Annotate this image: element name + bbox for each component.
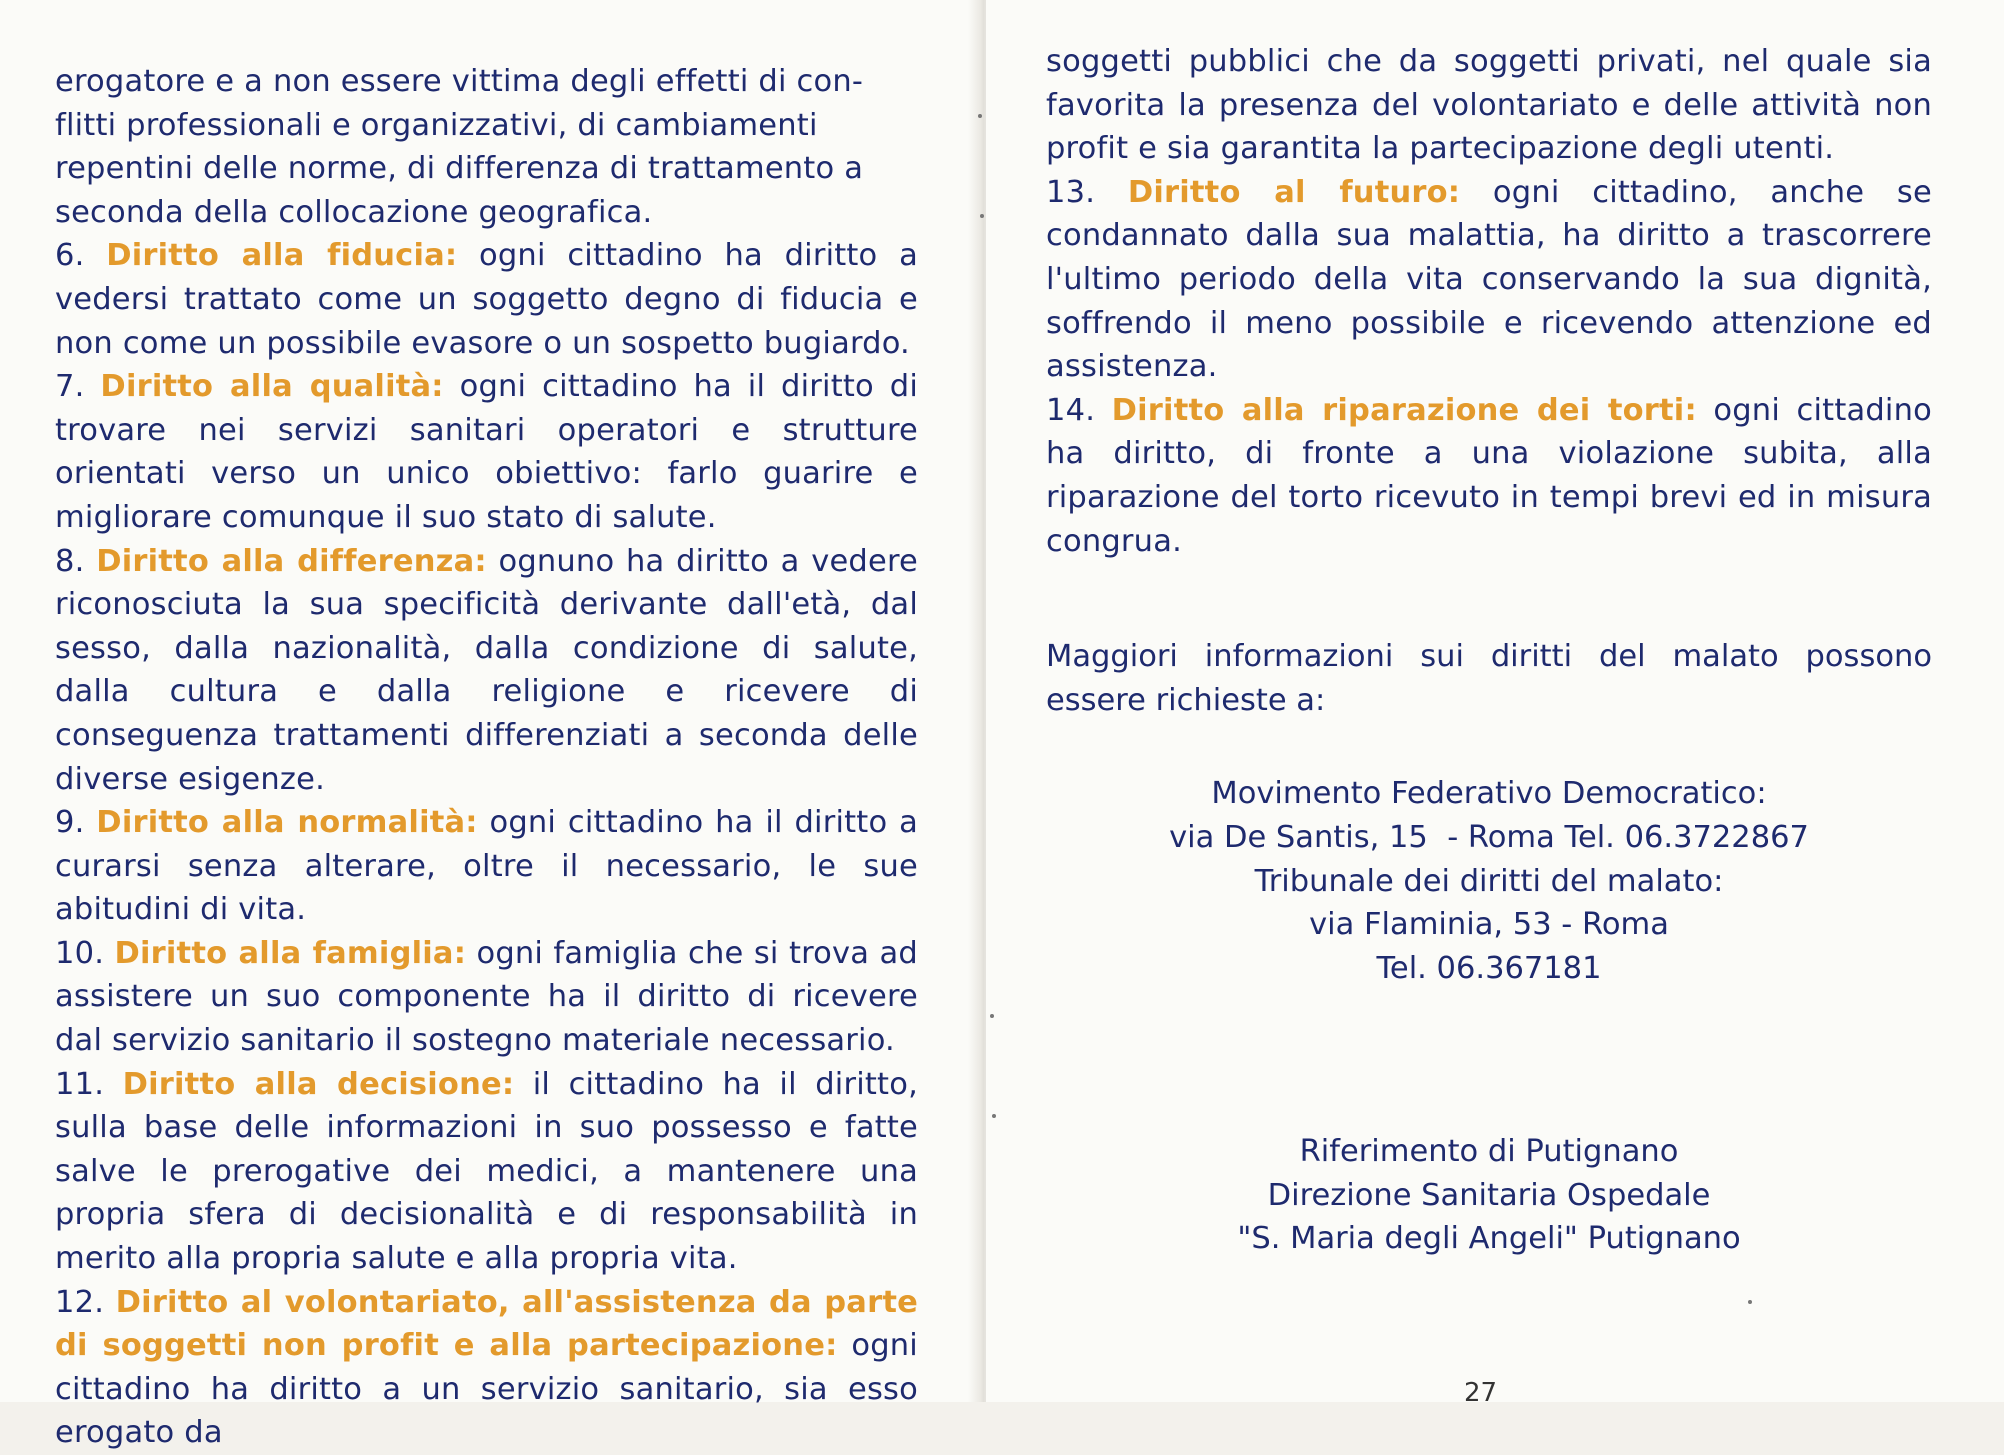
- right-description: il cittadino ha il diritto, sulla base delle informazioni in suo possesso e fatte salve le prerogative dei medici, a mantenere una propria sfera di decisionalità e di responsabilità in merito alla propria salute e alla propria vita.: [55, 1066, 918, 1277]
- item-number: 14.: [1046, 392, 1096, 428]
- local-reference: [1046, 1130, 1932, 1261]
- right-item-11: [55, 1063, 918, 1281]
- scan-speck: [992, 1114, 996, 1118]
- left-page: [0, 0, 978, 1451]
- right-item-12: [55, 1281, 918, 1455]
- right-term: Diritto alla riparazione dei torti:: [1111, 392, 1697, 428]
- contact-addresses: [1046, 772, 1932, 990]
- item-number: 9.: [55, 805, 85, 841]
- right-page-text: [1046, 40, 1932, 563]
- address-line: Tribunale dei diritti del malato:: [1254, 863, 1724, 899]
- intro-paragraph: [55, 60, 918, 234]
- right-term: Diritto alla differenza:: [96, 543, 487, 579]
- item-number: 13.: [1046, 174, 1096, 210]
- reference-line: Riferimento di Putignano: [1299, 1134, 1679, 1170]
- intro-line: flitti professionali e organizzativi, di cambiamenti: [55, 107, 818, 143]
- right-term: Diritto al futuro:: [1127, 174, 1461, 210]
- intro-line: erogatore e a non essere vittima degli effetti di con-: [55, 64, 864, 99]
- right-description: ogni cittadino ha diritto, di fronte a una violazione subita, alla riparazione del torto ricevuto in tempi brevi ed in misura congrua.: [1046, 392, 1932, 559]
- right-item-9: [55, 801, 918, 932]
- right-item-14: [1046, 389, 1932, 563]
- scan-speck: [990, 1014, 994, 1018]
- item-number: 12.: [55, 1284, 105, 1320]
- right-item-8: [55, 540, 918, 802]
- reference-line: Direzione Sanitaria Ospedale: [1267, 1177, 1711, 1213]
- intro-line: seconda della collocazione geografica.: [55, 194, 653, 230]
- scan-speck: [978, 114, 982, 118]
- left-page-text: [55, 60, 918, 1455]
- right-term: Diritto alla famiglia:: [114, 935, 467, 971]
- scan-speck: [1748, 1300, 1752, 1304]
- item-number: 8.: [55, 543, 85, 579]
- address-line: Movimento Federativo Democratico:: [1211, 776, 1767, 812]
- info-title: Maggiori informazioni sui diritti del malato possono essere richieste a:: [1046, 639, 1932, 718]
- right-description: ognuno ha diritto a vedere riconosciuta la sua specificità derivante dall'età, dal sesso, dalla nazionalità, dalla condizione di salute, dalla cultura e dalla religione e ricevere di conseguenza trattamenti differenziati a seconda delle diverse esigenze.: [55, 543, 918, 797]
- continuation-paragraph: [1046, 40, 1932, 171]
- page-number: 27: [1464, 1378, 1498, 1408]
- right-term: Diritto alla decisione:: [122, 1066, 515, 1102]
- address-line: via Flaminia, 53 - Roma: [1309, 907, 1669, 943]
- right-term: Diritto al volontariato, all'assistenza da parte di soggetti non profit e alla partecipazione:: [55, 1284, 918, 1364]
- right-term: Diritto alla normalità:: [96, 805, 478, 841]
- right-description: ogni famiglia che si trova ad assistere un suo componente ha il diritto di ricevere dal servizio sanitario il sostegno materiale necessario.: [55, 935, 918, 1059]
- continuation-text: soggetti pubblici che da soggetti privati, nel quale sia favorita la presenza del volontariato e delle attività non profit e sia garantita la partecipazione degli utenti.: [1046, 44, 1932, 167]
- right-term: Diritto alla fiducia:: [106, 238, 458, 274]
- scan-speck: [980, 214, 984, 218]
- right-description: ogni cittadino ha il diritto di trovare nei servizi sanitari operatori e strutture orientati verso un unico obiettivo: farlo guarire e migliorare comunque il suo stato di salute.: [55, 369, 918, 535]
- right-item-10: [55, 932, 918, 1063]
- item-number: 7.: [55, 369, 85, 405]
- address-line: Tel. 06.367181: [1376, 950, 1602, 986]
- right-item-13: [1046, 171, 1932, 389]
- address-line: via De Santis, 15 - Roma Tel. 06.3722867: [1169, 819, 1809, 855]
- item-number: 11.: [55, 1066, 105, 1102]
- item-number: 10.: [55, 935, 105, 971]
- right-page: [986, 0, 2004, 1408]
- intro-line: repentini delle norme, di differenza di trattamento a: [55, 151, 864, 187]
- right-item-7: [55, 365, 918, 539]
- right-description: ogni cittadino ha il diritto a curarsi senza alterare, oltre il necessario, le sue abitudini di vita.: [55, 805, 918, 928]
- reference-line: "S. Maria degli Angeli" Putignano: [1237, 1221, 1741, 1257]
- right-item-6: [55, 234, 918, 365]
- right-description: ogni cittadino, anche se condannato dalla sua malattia, ha diritto a trascorrere l'ultimo periodo della vita conservando la sua dignità, soffrendo il meno possibile e ricevendo attenzione ed assistenza.: [1046, 174, 1932, 385]
- item-number: 6.: [55, 238, 85, 274]
- right-term: Diritto alla qualità:: [100, 369, 444, 405]
- right-description: ogni cittadino ha diritto a un servizio sanitario, sia esso erogato da: [55, 1328, 918, 1451]
- right-description: ogni cittadino ha diritto a vedersi trattato come un soggetto degno di fiducia e non come un possibile evasore o un sospetto bugiardo.: [55, 238, 918, 361]
